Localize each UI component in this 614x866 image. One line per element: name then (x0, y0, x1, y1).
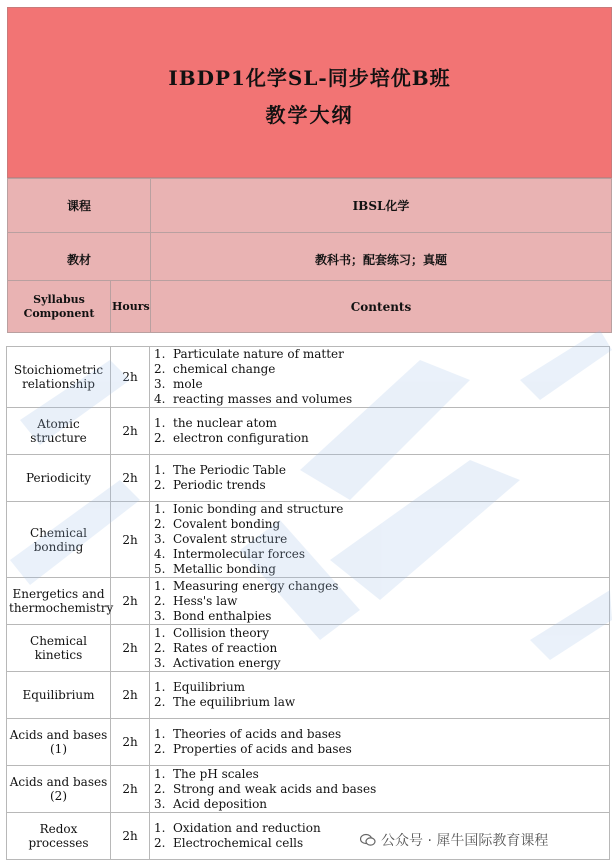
hours-cell: 2h (111, 578, 150, 625)
contents-cell (150, 625, 610, 672)
list-item: 2. Electrochemical cells (154, 836, 304, 850)
list-item-text: Electrochemical cells (173, 836, 304, 850)
contents-cell (150, 347, 610, 408)
syllabus-component: Acids and bases (2) (7, 766, 111, 813)
list-item-text: Metallic bonding (173, 562, 276, 576)
list-item-text: Particulate nature of matter (173, 347, 344, 361)
list-item-text: Strong and weak acids and bases (173, 781, 377, 796)
syllabus-component: Redox processes (7, 813, 111, 860)
list-item-text: Acid deposition (173, 796, 268, 811)
list-item-text: chemical change (173, 362, 276, 376)
col-hours-header: Hours (111, 281, 151, 333)
list-item: 4. reacting masses and volumes (154, 392, 353, 406)
list-item: 3. Covalent structure (154, 532, 288, 546)
footer-credit (360, 830, 548, 850)
syllabus-component: Atomic structure (7, 408, 111, 455)
list-item: 2. Properties of acids and bases (154, 742, 352, 756)
table-row (7, 719, 610, 766)
contents-cell (150, 578, 610, 625)
list-item-text: Bond enthalpies (173, 608, 272, 623)
footer-credit-text: 公众号 · 犀牛国际教育课程 (381, 833, 549, 849)
hours-cell: 2h (111, 766, 150, 813)
col-contents-header: Contents (151, 281, 612, 333)
list-item: 5. Metallic bonding (154, 562, 276, 576)
syllabus-component: Stoichiometric relationship (7, 347, 111, 408)
textbook-value: 教科书；配套练习；真题 (151, 233, 612, 287)
list-item: 3. mole (154, 377, 203, 391)
course-info-table (7, 178, 612, 287)
table-row (7, 455, 610, 502)
table-row (7, 408, 610, 455)
syllabus-component: Acids and bases (1) (7, 719, 111, 766)
syllabus-component: Chemical bonding (7, 502, 111, 578)
list-item-text: Intermolecular forces (173, 547, 306, 561)
contents-list (154, 767, 609, 812)
course-value: IBSL化学 (151, 179, 612, 233)
wechat-icon (360, 833, 376, 847)
table-row (7, 578, 610, 625)
title-banner (7, 7, 612, 178)
contents-list (154, 579, 609, 624)
list-item: 2. Rates of reaction (154, 640, 278, 655)
page-subtitle: 教学大纲 (265, 102, 354, 127)
list-item: 1. Oxidation and reduction (154, 821, 321, 835)
list-item: 1. Collision theory (154, 625, 270, 640)
hours-cell: 2h (111, 625, 150, 672)
list-item: 1. Measuring energy changes (154, 578, 339, 593)
table-row (7, 625, 610, 672)
contents-list (154, 347, 609, 407)
list-item-text: Properties of acids and bases (173, 742, 352, 756)
list-item: 3. Acid deposition (154, 796, 268, 811)
contents-list (154, 502, 609, 577)
list-item-text: the nuclear atom (173, 416, 277, 430)
page-title: IBDP1化学SL-同步培优B班 (168, 65, 451, 90)
contents-list (154, 626, 609, 671)
list-item: 1. The Periodic Table (154, 463, 286, 477)
col-component-header: Syllabus Component (8, 281, 111, 333)
list-item: 2. chemical change (154, 362, 276, 376)
list-item-text: mole (173, 377, 203, 391)
list-item: 3. Bond enthalpies (154, 608, 272, 623)
list-item: 4. Intermolecular forces (154, 547, 306, 561)
list-item-text: reacting masses and volumes (173, 392, 353, 406)
hours-cell: 2h (111, 455, 150, 502)
list-item: 3. Activation energy (154, 655, 281, 670)
list-item: 1. Ionic bonding and structure (154, 502, 344, 516)
list-item-text: Hess's law (173, 593, 238, 608)
contents-cell (150, 408, 610, 455)
list-item-text: electron configuration (173, 431, 309, 445)
contents-list (154, 727, 609, 757)
list-item: 1. Equilibrium (154, 680, 246, 694)
list-item-text: Measuring energy changes (173, 578, 339, 593)
contents-cell (150, 455, 610, 502)
table-row (7, 347, 610, 408)
list-item: 1. Theories of acids and bases (154, 727, 342, 741)
textbook-label: 教材 (8, 233, 151, 287)
list-item-text: Periodic trends (173, 478, 266, 492)
list-item-text: Theories of acids and bases (173, 727, 342, 741)
list-item-text: Oxidation and reduction (173, 821, 321, 835)
table-row (7, 502, 610, 578)
list-item-text: Equilibrium (173, 680, 246, 694)
contents-list (154, 680, 609, 710)
contents-cell (150, 766, 610, 813)
hours-cell: 2h (111, 672, 150, 719)
list-item-text: Ionic bonding and structure (173, 502, 344, 516)
hours-cell: 2h (111, 719, 150, 766)
course-label: 课程 (8, 179, 151, 233)
list-item-text: Rates of reaction (173, 640, 278, 655)
list-item: 1. Particulate nature of matter (154, 347, 344, 361)
list-item-text: Collision theory (173, 625, 270, 640)
contents-cell (150, 719, 610, 766)
hours-cell: 2h (111, 502, 150, 578)
list-item: 2. Hess's law (154, 593, 238, 608)
hours-cell: 2h (111, 813, 150, 860)
list-item-text: Activation energy (173, 655, 281, 670)
list-item-text: Covalent structure (173, 532, 288, 546)
list-item: 1. the nuclear atom (154, 416, 277, 430)
contents-cell (150, 672, 610, 719)
list-item-text: Covalent bonding (173, 517, 281, 531)
hours-cell: 2h (111, 347, 150, 408)
list-item-text: The pH scales (173, 766, 259, 781)
hours-cell: 2h (111, 408, 150, 455)
list-item-text: The equilibrium law (173, 695, 296, 709)
syllabus-component: Chemical kinetics (7, 625, 111, 672)
list-item: 2. electron configuration (154, 431, 309, 445)
contents-cell (150, 502, 610, 578)
contents-list (154, 416, 609, 446)
list-item-text: The Periodic Table (173, 463, 286, 477)
list-item: 1. The pH scales (154, 766, 259, 781)
table-row (7, 672, 610, 719)
contents-list (154, 463, 609, 493)
syllabus-table (6, 346, 610, 860)
list-item: 2. Strong and weak acids and bases (154, 781, 377, 796)
list-item: 2. Covalent bonding (154, 517, 281, 531)
list-item: 2. The equilibrium law (154, 695, 296, 709)
syllabus-component: Energetics and thermochemistry (7, 578, 111, 625)
syllabus-component: Equilibrium (7, 672, 111, 719)
table-row (7, 766, 610, 813)
list-item: 2. Periodic trends (154, 478, 266, 492)
syllabus-component: Periodicity (7, 455, 111, 502)
syllabus-header-table (7, 280, 612, 333)
